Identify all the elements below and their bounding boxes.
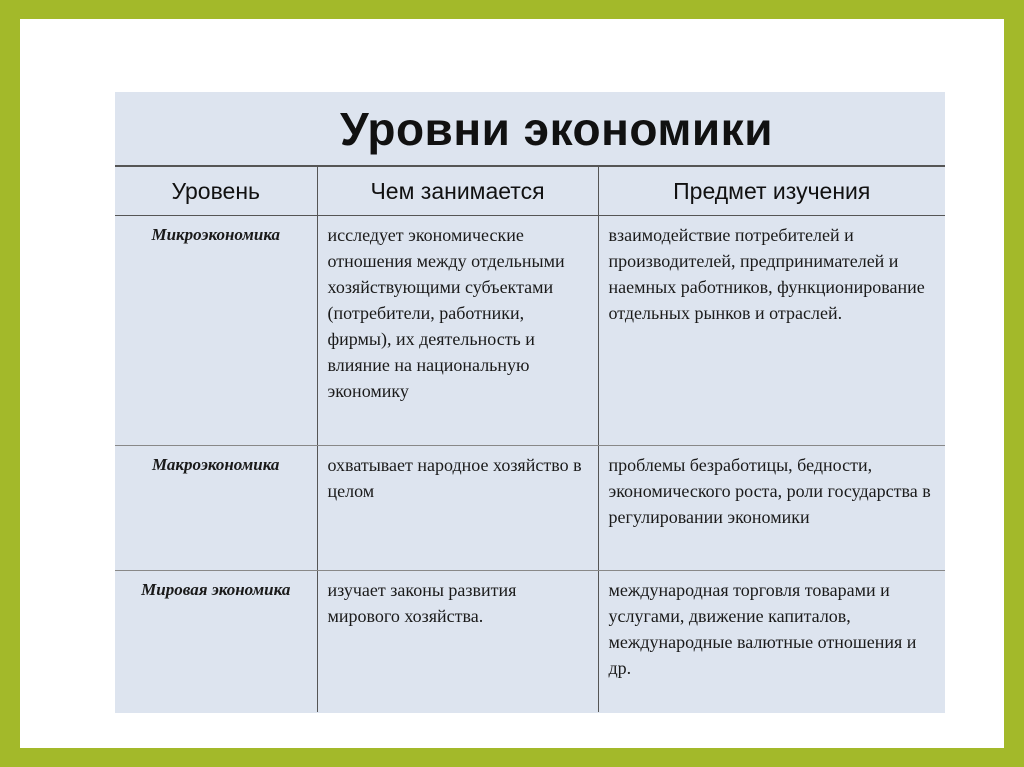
cell-does: исследует экономические отношения между отдельными хозяйствующими субъектами (потребители, работники, фирмы), их деятельность и влияние на национальную экономику	[317, 216, 598, 446]
table-row	[115, 571, 945, 713]
cell-does: охватывает народное хозяйство в целом	[317, 446, 598, 571]
cell-subject: проблемы безработицы, бедности, экономического роста, роли государства в регулировании экономики	[598, 446, 945, 571]
cell-subject: международная торговля товарами и услугами, движение капиталов, международные валютные отношения и др.	[598, 571, 945, 713]
table-row	[115, 446, 945, 571]
cell-subject: взаимодействие потребителей и производителей, предпринимателей и наемных работников, функционирование отдельных рынков и отраслей.	[598, 216, 945, 446]
header-does: Чем занимается	[317, 166, 598, 216]
cell-level: Микроэкономика	[115, 216, 317, 446]
table-row	[115, 216, 945, 446]
cell-level: Мировая экономика	[141, 580, 291, 599]
economy-levels-table-block	[115, 92, 945, 713]
economy-levels-table	[115, 165, 945, 712]
cell-does: изучает законы развития мирового хозяйства.	[317, 571, 598, 713]
header-row	[115, 166, 945, 216]
header-level: Уровень	[115, 166, 317, 216]
table-title: Уровни экономики	[340, 103, 773, 155]
cell-level: Макроэкономика	[115, 446, 317, 571]
header-subject: Предмет изучения	[598, 166, 945, 216]
slide	[20, 19, 1004, 748]
